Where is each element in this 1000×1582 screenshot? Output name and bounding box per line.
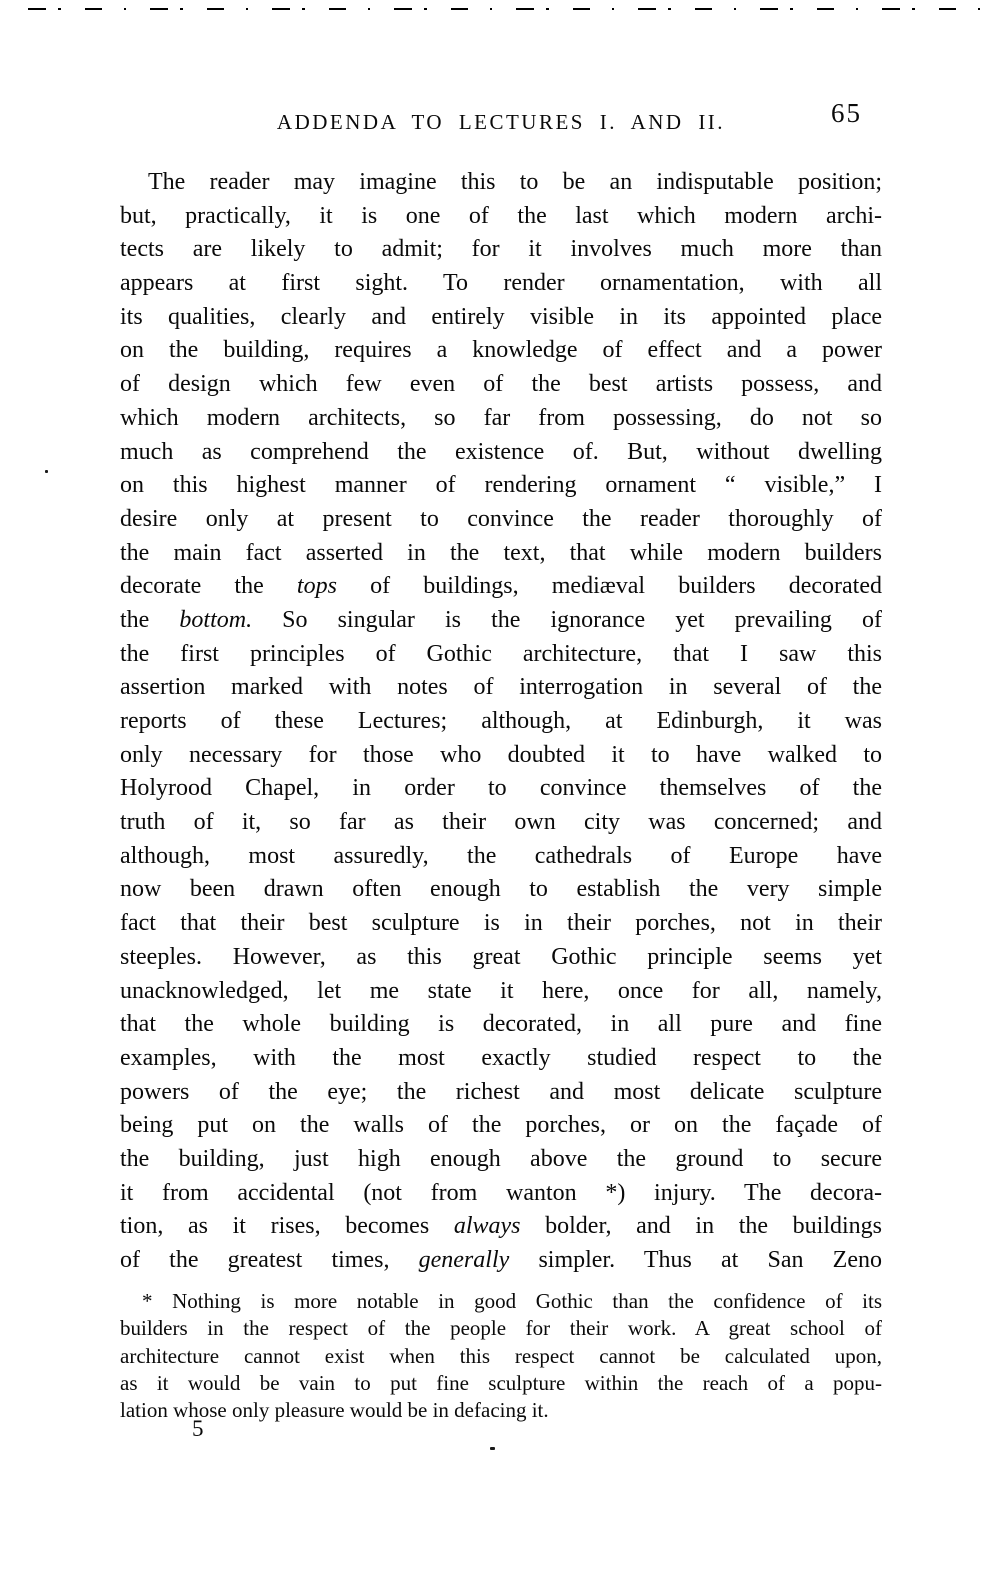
body-line (120, 739, 882, 773)
text-run: tects are likely to admit; for it involves much more than (120, 236, 882, 263)
body-line (120, 1177, 882, 1211)
footnote-line (120, 1343, 882, 1370)
text-run: * Nothing is more notable in good Gothic than the confidence of its (142, 1289, 882, 1313)
text-run: on the building, requires a knowledge of effect and a power (120, 337, 882, 364)
footnote-line (120, 1315, 882, 1342)
body-line (120, 1076, 882, 1110)
text-run: powers of the eye; the richest and most delicate sculpture (120, 1078, 882, 1105)
body-line (120, 166, 882, 200)
text-run: examples, with the most exactly studied respect to the (120, 1044, 882, 1071)
text-run: decorate the (120, 573, 297, 600)
body-line (120, 941, 882, 975)
text-run: but, practically, it is one of the last which modern archi- (120, 202, 882, 229)
text-run: fact that their best sculpture is in their porches, not in their (120, 910, 882, 937)
text-run: So singular is the ignorance yet prevailing of (252, 606, 882, 633)
body-line (120, 1008, 882, 1042)
body-line (120, 772, 882, 806)
text-run: although, most assuredly, the cathedrals of Europe have (120, 842, 882, 869)
italic-text-run: bottom. (179, 606, 253, 633)
text-run: now been drawn often enough to establish the very simple (120, 876, 882, 903)
page-number: 65 (831, 98, 862, 128)
text-run: of design which few even of the best artists possess, and (120, 371, 882, 398)
signature-mark: 5 (192, 1416, 204, 1441)
text-run: of the greatest times, (120, 1247, 419, 1273)
italic-text-run: always (453, 1213, 521, 1240)
text-run: desire only at present to convince the reader thoroughly of (120, 505, 882, 532)
text-run: its qualities, clearly and entirely visible in its appointed place (120, 303, 882, 330)
text-run: that the whole building is decorated, in all pure and fine (120, 1011, 882, 1038)
footnote-line (120, 1370, 882, 1397)
text-run: lation whose only pleasure would be in defacing it. (120, 1398, 549, 1423)
italic-text-run: tops (296, 573, 337, 600)
text-run: it from accidental (not from wanton *) injury. The decora- (120, 1179, 882, 1206)
body-line (120, 1143, 882, 1177)
text-run: which modern architects, so far from possessing, do not so (120, 404, 882, 431)
text-run: the main fact asserted in the text, that while modern builders (120, 539, 882, 566)
body-line (120, 1042, 882, 1076)
body-line (120, 233, 882, 267)
text-run: The reader may imagine this to be an indisputable position; (148, 169, 882, 195)
footnote-line (120, 1288, 882, 1315)
body-line (120, 840, 882, 874)
body-line (120, 1109, 882, 1143)
body-line (120, 436, 882, 470)
text-run: Holyrood Chapel, in order to convince themselves of the (120, 775, 882, 802)
footnote-line (120, 1397, 882, 1424)
body-line (120, 368, 882, 402)
body-line (120, 537, 882, 571)
italic-text-run: generally (418, 1247, 510, 1273)
body-line (120, 200, 882, 234)
text-run: simpler. Thus at San Zeno (509, 1247, 882, 1273)
text-run: as it would be vain to put fine sculpture within the reach of a popu- (120, 1370, 882, 1395)
text-run: assertion marked with notes of interrogation in several of the (120, 674, 882, 701)
text-run: steeples. However, as this great Gothic principle seems yet (120, 943, 882, 970)
body-line (120, 638, 882, 672)
text-run: on this highest manner of rendering ornament “ visible,” I (120, 472, 882, 499)
running-head: ADDENDA TO LECTURES I. AND II. (276, 110, 726, 134)
text-run: the (120, 606, 180, 633)
text-run: truth of it, so far as their own city was concerned; and (120, 809, 882, 836)
body-line (120, 907, 882, 941)
scan-speck (45, 470, 48, 473)
body-line (120, 503, 882, 537)
body-line (120, 402, 882, 436)
text-run: builders in the respect of the people for their work. A great school of (120, 1316, 882, 1341)
body-line (120, 705, 882, 739)
body-line (120, 1210, 882, 1244)
body-line (120, 671, 882, 705)
text-run: of buildings, mediæval builders decorated (336, 573, 882, 600)
text-run: much as comprehend the existence of. But, without dwelling (120, 438, 882, 465)
body-line (120, 806, 882, 840)
text-run: the first principles of Gothic architecture, that I saw this (120, 640, 882, 667)
text-run: being put on the walls of the porches, or on the façade of (120, 1112, 882, 1139)
text-run: tion, as it rises, becomes (120, 1213, 454, 1240)
text-run: reports of these Lectures; although, at Edinburgh, it was (120, 708, 882, 734)
body-line (120, 1244, 882, 1278)
text-run: the building, just high enough above the ground to secure (120, 1145, 882, 1172)
text-run: only necessary for those who doubted it to have walked to (120, 741, 882, 768)
body-line (120, 469, 882, 503)
page-edge-scan-artifact (28, 7, 1000, 11)
body-line (120, 334, 882, 368)
body-text (120, 166, 882, 1278)
body-line (120, 267, 882, 301)
footnote (120, 1288, 882, 1424)
body-line (120, 301, 882, 335)
scan-speck (490, 1447, 495, 1450)
body-line (120, 570, 882, 604)
text-run: unacknowledged, let me state it here, once for all, namely, (120, 977, 882, 1004)
body-line (120, 604, 882, 638)
body-line (120, 873, 882, 907)
text-run: appears at first sight. To render ornamentation, with all (120, 270, 882, 297)
text-run: bolder, and in the buildings (520, 1213, 882, 1240)
text-run: architecture cannot exist when this respect cannot be calculated upon, (120, 1343, 882, 1368)
body-line (120, 975, 882, 1009)
page-header (120, 104, 882, 138)
